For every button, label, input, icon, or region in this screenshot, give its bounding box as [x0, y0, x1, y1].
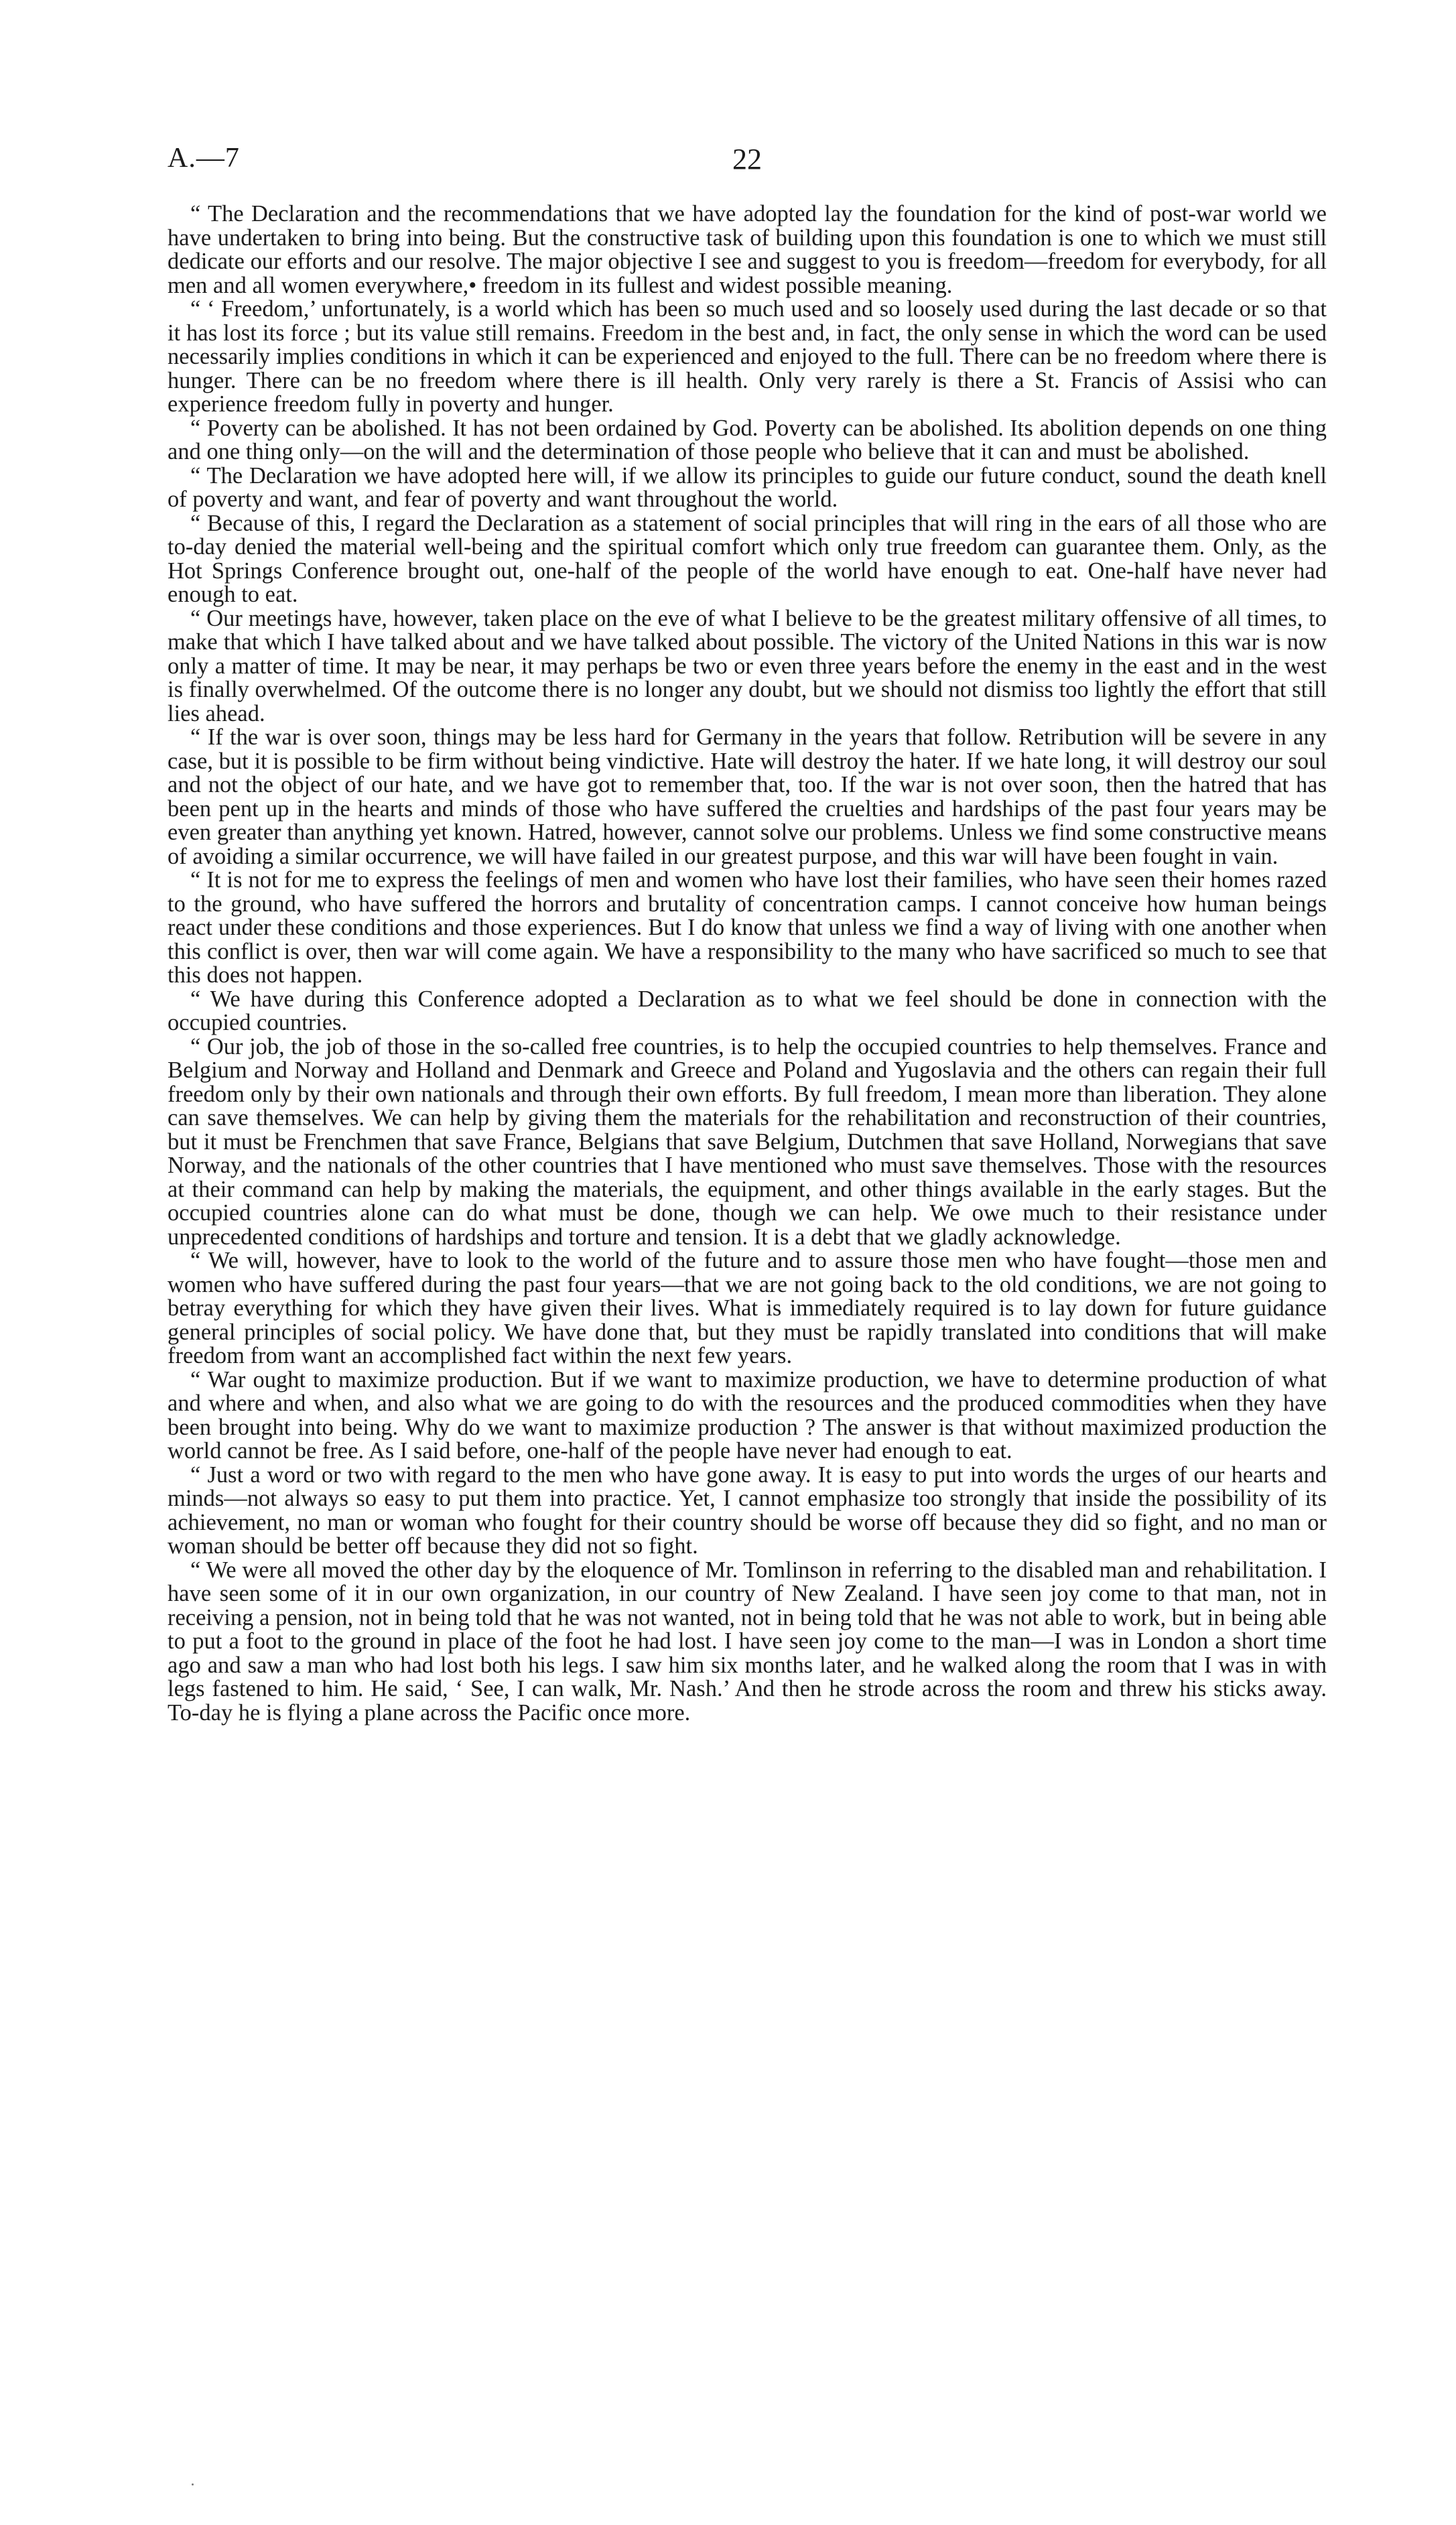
paragraph: “ The Declaration we have adopted here will, if we allow its principles to guide our future conduct, sound the death knell of poverty and want, and fear of poverty and want throughout the world. [168, 462, 1327, 512]
paragraph: “ The Declaration and the recommendations that we have adopted lay the foundation for the kind of post-war world we have undertaken to bring into being. But the constructive task of building upon this foundation is one to which we must still dedicate our efforts and our resolve. The major objective I see and suggest to you is freedom—freedom for everybody, for all men and all women everywhere,• freedom in its fullest and widest possible meaning. [168, 201, 1327, 298]
paragraph: “ Just a word or two with regard to the men who have gone away. It is easy to put into words the urges of our hearts and minds—not always so easy to put them into practice. Yet, I cannot emphasize too strongly that inside the possibility of its achievement, no man or woman who fought for their country should be worse off because they did so fight, and no man or woman should be better off because they did not so fight. [168, 1462, 1327, 1559]
paragraph: “ Poverty can be abolished. It has not been ordained by God. Poverty can be abolished. Its abolition depends on one thing and one thing only—on the will and the determination of those people who believe that it can and must be abolished. [168, 415, 1327, 464]
paragraph: “ We have during this Conference adopted a Declaration as to what we feel should be done in connection with the occupied countries. [168, 986, 1327, 1035]
paragraph: “ War ought to maximize production. But if we want to maximize production, we have to determine production of what and where and when, and also what we are going to do with the resources and the produced commodities when they have been brought into being. Why do we want to maximize production ? The answer is that without maximized production the world cannot be free. As I said before, one-half of the people have never had enough to eat. [168, 1366, 1327, 1464]
document-reference: A.—7 [168, 143, 240, 174]
paragraph: “ ‘ Freedom,’ unfortunately, is a world which has been so much used and so loosely used during the last decade or so that it has lost its force ; but its value still remains. Freedom in the best and, in fact, the only sense in which the word can be used necessarily implies conditions in which it can be experienced and enjoyed to the full. There can be no freedom where there is hunger. There can be no freedom where there is ill health. Only very rarely is there a St. Francis of Assisi who can experience freedom fully in poverty and hunger. [168, 296, 1327, 417]
paragraph: “ If the war is over soon, things may be less hard for Germany in the years that follow. Retribution will be severe in any case, but it is possible to be firm without being vindictive. Hate will destroy the hater. If we hate long, it will destroy our soul and not the object of our hate, and we have got to remember that, too. If the war is not over soon, then the hatred that has been pent up in the hearts and minds of those who have suffered the cruelties and hardships of the past four years may be even greater than anything yet known. Hatred, however, cannot solve our problems. Unless we find some constructive means of avoiding a similar occurrence, we will have failed in our greatest purpose, and this war will have been fought in vain. [168, 724, 1327, 869]
paragraph: “ We were all moved the other day by the eloquence of Mr. Tomlinson in referring to the disabled man and rehabilitation. I have seen some of it in our own organization, in our country of New Zealand. I have seen joy come to that man, not in receiving a pension, not in being told that he was not wanted, not in being told that he was not able to work, but in being able to put a foot to the ground in place of the foot he had lost. I have seen joy come to the man—I was in London a short time ago and saw a man who had lost both his legs. I saw him six months later, and he walked along the room that I was in with legs fastened to him. He said, ‘ See, I can walk, Mr. Nash.’ And then he strode across the room and threw his sticks away. To-day he is flying a plane across the Pacific once more. [168, 1557, 1327, 1726]
paragraph: “ Our job, the job of those in the so-called free countries, is to help the occupied countries to help themselves. France and Belgium and Norway and Holland and Denmark and Greece and Poland and Yugoslavia and the others can regain their full freedom only by their own nationals and through their own efforts. By full freedom, I mean more than liberation. They alone can save themselves. We can help by giving them the materials for the rehabilitation and reconstruction of their countries, but it must be Frenchmen that save France, Belgians that save Belgium, Dutchmen that save Holland, Norwegians that save Norway, and the nationals of the other countries that I have mentioned who must save themselves. Those with the resources at their command can help by making the materials, the equipment, and other things available in the early stages. But the occupied countries alone can do what must be done, though we can help. We owe much to their resistance under unprecedented conditions of hardships and torture and tension. It is a debt that we gladly acknowledge. [168, 1033, 1327, 1250]
paragraph: “ Because of this, I regard the Declaration as a statement of social principles that will ring in the ears of all those who are to-day denied the material well-being and the spiritual comfort which only true freedom can guarantee them. Only, as the Hot Springs Conference brought out, one-half of the people of the world have enough to eat. One-half have never had enough to eat. [168, 510, 1327, 607]
page-header [168, 142, 1327, 182]
paragraph: “ Our meetings have, however, taken place on the eve of what I believe to be the greatest military offensive of all times, to make that which I have talked about and we have talked about possible. The victory of the United Nations in this war is now only a matter of time. It may be near, it may perhaps be two or even three years before the enemy in the east and in the west is finally overwhelmed. Of the outcome there is no longer any doubt, but we should not dismiss too lightly the effort that still lies ahead. [168, 605, 1327, 726]
body-text [168, 202, 1327, 1725]
scan-speck [192, 2483, 194, 2485]
page-number: 22 [732, 143, 762, 176]
paragraph: “ It is not for me to express the feelings of men and women who have lost their families, who have seen their homes razed to the ground, who have suffered the horrors and brutality of concentration camps. I cannot conceive how human beings react under these conditions and those experiences. But I do know that unless we find a way of living with one another when this conflict is over, then war will come again. We have a responsibility to the many who have sacrificed so much to see that this does not happen. [168, 867, 1327, 988]
paragraph: “ We will, however, have to look to the world of the future and to assure those men who have fought—those men and women who have suffered during the past four years—that we are not going back to the old conditions, we are not going to betray everything for which they have given their lives. What is immediately required is to lay down for future guidance general principles of social policy. We have done that, but they must be rapidly translated into conditions that will make freedom from want an accomplished fact within the next few years. [168, 1248, 1327, 1368]
